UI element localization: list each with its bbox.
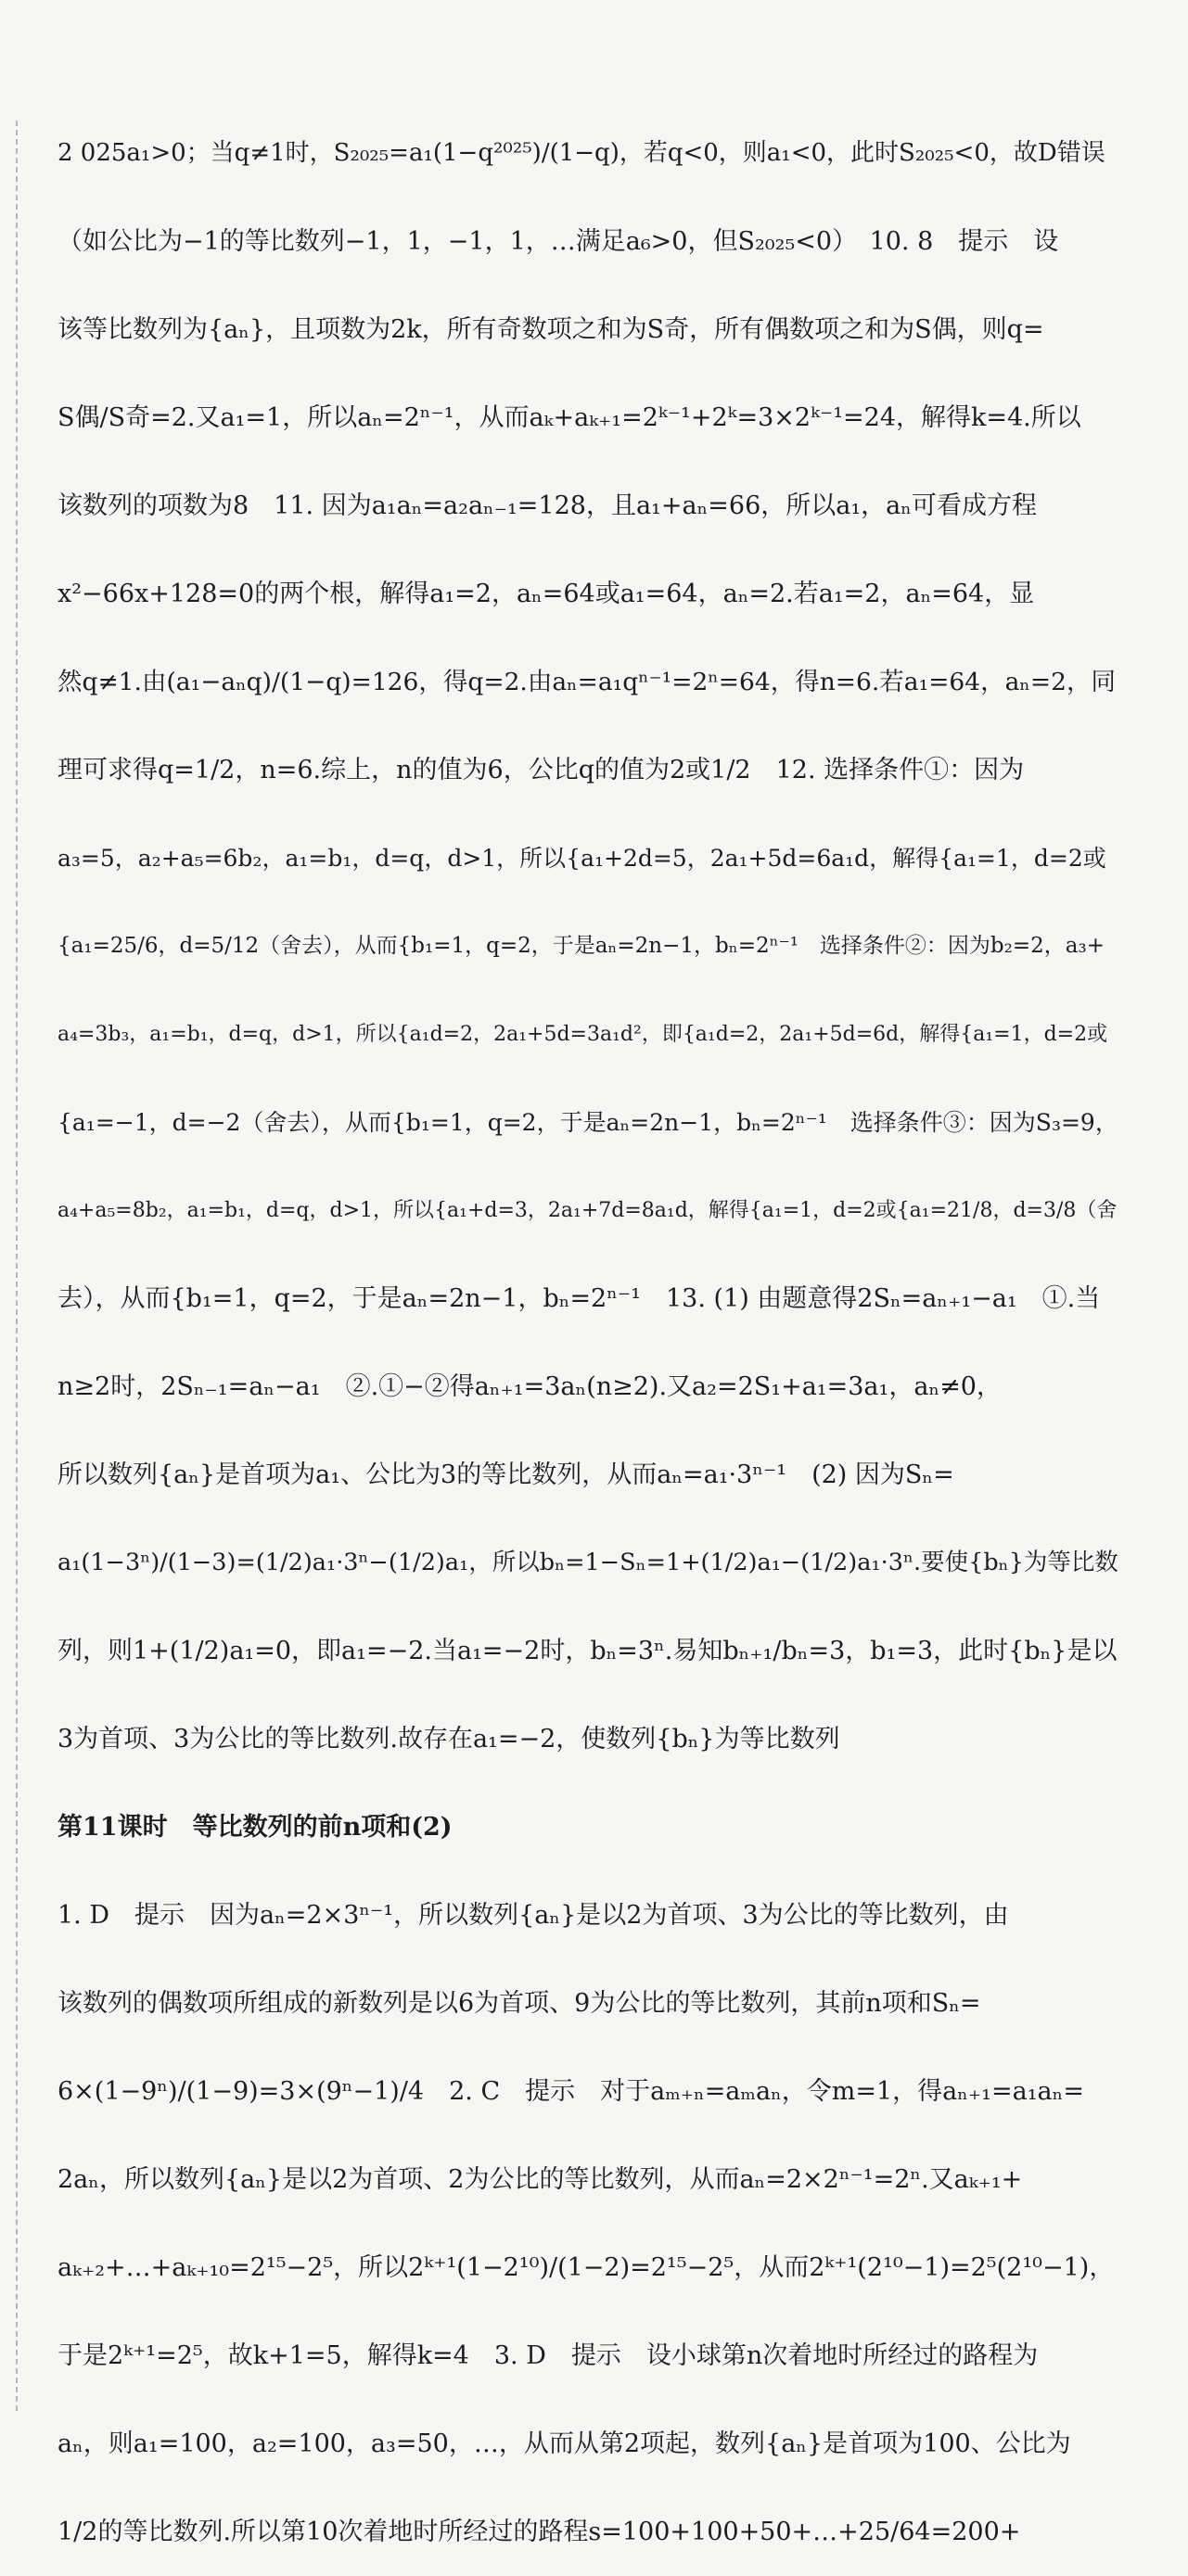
text-line: 然q≠1.由(a₁−aₙq)/(1−q)=126，得q=2.由aₙ=a₁qⁿ⁻¹=2ⁿ=64，得n=6.若a₁=64，aₙ=2，同 <box>57 668 1116 696</box>
text-line: 该数列的项数为8 11. 因为a₁aₙ=a₂aₙ₋₁=128，且a₁+aₙ=66，所以a₁，aₙ可看成方程 <box>57 491 1037 520</box>
section-heading: 第11课时 等比数列的前n项和(2) <box>57 1813 453 1842</box>
solution-text <box>57 109 1124 2576</box>
text-line: 1. D 提示 因为aₙ=2×3ⁿ⁻¹，所以数列{aₙ}是以2为首项、3为公比的等比数列，由 <box>57 1901 1009 1930</box>
text-line: {a₁=25/6，d=5/12（舍去），从而{b₁=1，q=2，于是aₙ=2n−1，bₙ=2ⁿ⁻¹ 选择条件②：因为b₂=2，a₃+ <box>57 934 1105 958</box>
text-line: 去），从而{b₁=1，q=2，于是aₙ=2n−1，bₙ=2ⁿ⁻¹ 13. (1) 由题意得2Sₙ=aₙ₊₁−a₁ ①.当 <box>57 1284 1101 1313</box>
text-line: {a₁=−1，d=−2（舍去），从而{b₁=1，q=2，于是aₙ=2n−1，bₙ=2ⁿ⁻¹ 选择条件③：因为S₃=9， <box>57 1109 1118 1136</box>
text-line: 该等比数列为{aₙ}，且项数为2k，所有奇数项之和为S奇，所有偶数项之和为S偶，则q= <box>57 315 1044 344</box>
text-line: 理可求得q=1/2，n=6.综上，n的值为6，公比q的值为2或1/2 12. 选择条件①：因为 <box>57 756 1025 784</box>
text-line: a₃=5，a₂+a₅=6b₂，a₁=b₁，d=q，d>1，所以{a₁+2d=5，2a₁+5d=6a₁d，解得{a₁=1，d=2或 <box>57 845 1106 872</box>
text-line: 2 025a₁>0；当q≠1时，S₂₀₂₅=a₁(1−q²⁰²⁵)/(1−q)，若q<0，则a₁<0，此时S₂₀₂₅<0，故D错误 <box>57 139 1105 167</box>
text-line: x²−66x+128=0的两个根，解得a₁=2，aₙ=64或a₁=64，aₙ=2.若a₁=2，aₙ=64，显 <box>57 580 1035 608</box>
text-line: S偶/S奇=2.又a₁=1，所以aₙ=2ⁿ⁻¹，从而aₖ+aₖ₊₁=2ᵏ⁻¹+2ᵏ=3×2ᵏ⁻¹=24，解得k=4.所以 <box>57 403 1081 432</box>
text-line: a₁(1−3ⁿ)/(1−3)=(1/2)a₁·3ⁿ−(1/2)a₁，所以bₙ=1−Sₙ=1+(1/2)a₁−(1/2)a₁·3ⁿ.要使{bₙ}为等比数 <box>57 1549 1118 1576</box>
text-line: a₄+a₅=8b₂，a₁=b₁，d=q，d>1，所以{a₁+d=3，2a₁+7d=8a₁d，解得{a₁=1，d=2或{a₁=21/8，d=3/8（舍 <box>57 1199 1118 1222</box>
binding-edge-rule <box>16 121 18 2411</box>
text-line: 于是2ᵏ⁺¹=2⁵，故k+1=5，解得k=4 3. D 提示 设小球第n次着地时所经过的路程为 <box>57 2341 1039 2370</box>
text-line: 2aₙ，所以数列{aₙ}是以2为首项、2为公比的等比数列，从而aₙ=2×2ⁿ⁻¹=2ⁿ.又aₖ₊₁+ <box>57 2165 1023 2194</box>
text-line: aₖ₊₂+…+aₖ₊₁₀=2¹⁵−2⁵，所以2ᵏ⁺¹(1−2¹⁰)/(1−2)=2¹⁵−2⁵，从而2ᵏ⁺¹(2¹⁰−1)=2⁵(2¹⁰−1)， <box>57 2253 1115 2282</box>
text-line: 该数列的偶数项所组成的新数列是以6为首项、9为公比的等比数列，其前n项和Sₙ= <box>57 1989 981 2018</box>
text-line: n≥2时，2Sₙ₋₁=aₙ−a₁ ②.①−②得aₙ₊₁=3aₙ(n≥2).又a₂=2S₁+a₁=3a₁，aₙ≠0， <box>57 1372 1002 1401</box>
text-line: 1/2的等比数列.所以第10次着地时所经过的路程s=100+100+50+…+25/64=200+ <box>57 2518 1021 2546</box>
text-line: 6×(1−9ⁿ)/(1−9)=3×(9ⁿ−1)/4 2. C 提示 对于aₘ₊ₙ=aₘaₙ，令m=1，得aₙ₊₁=a₁aₙ= <box>57 2077 1084 2106</box>
text-line: a₄=3b₃，a₁=b₁，d=q，d>1，所以{a₁d=2，2a₁+5d=3a₁d²，即{a₁d=2，2a₁+5d=6d，解得{a₁=1，d=2或 <box>57 1023 1108 1046</box>
text-line: 所以数列{aₙ}是首项为a₁、公比为3的等比数列，从而aₙ=a₁·3ⁿ⁻¹ (2) 因为Sₙ= <box>57 1460 954 1489</box>
text-line: （如公比为−1的等比数列−1，1，−1，1，…满足a₆>0，但S₂₀₂₅<0） 10. 8 提示 设 <box>57 227 1059 256</box>
text-line: 3为首项、3为公比的等比数列.故存在a₁=−2，使数列{bₙ}为等比数列 <box>57 1725 840 1753</box>
text-line: 列，则1+(1/2)a₁=0，即a₁=−2.当a₁=−2时，bₙ=3ⁿ.易知bₙ₊₁/bₙ=3，b₁=3，此时{bₙ}是以 <box>57 1637 1118 1665</box>
text-line: aₙ，则a₁=100，a₂=100，a₃=50，…，从而从第2项起，数列{aₙ}是首项为100、公比为 <box>57 2429 1071 2458</box>
